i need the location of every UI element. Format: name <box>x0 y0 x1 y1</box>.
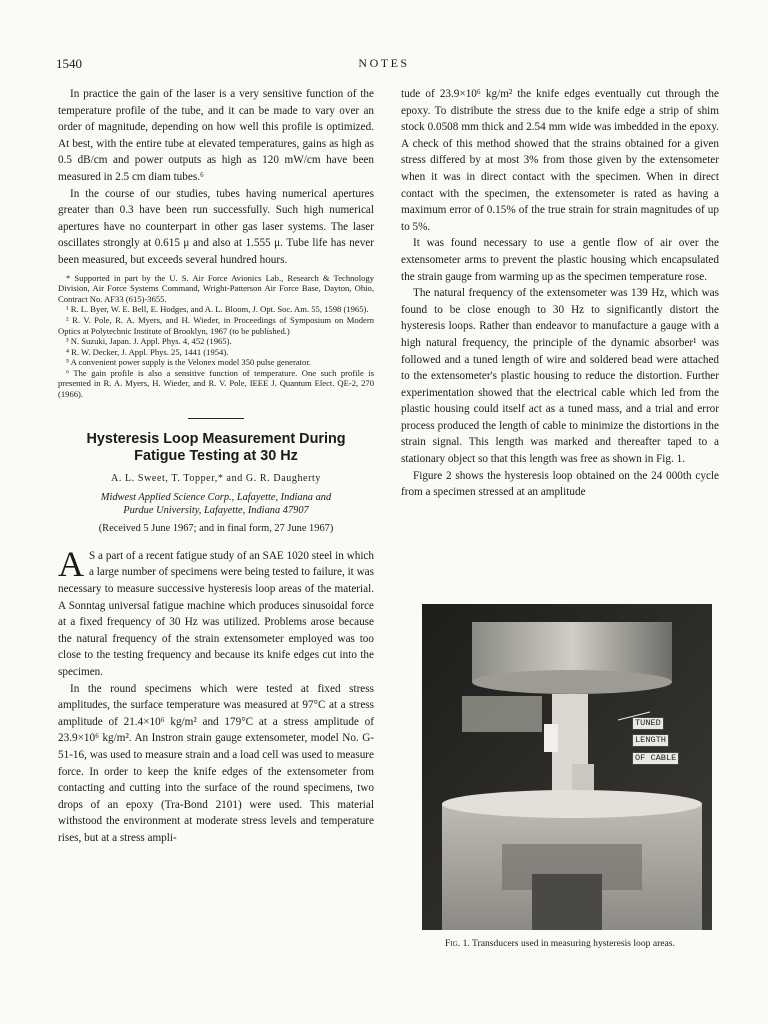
received-date: (Received 5 June 1967; and in final form, 27 June 1967) <box>98 523 334 535</box>
figure-caption <box>401 938 719 949</box>
paragraph: tude of 23.9×10⁶ kg/m² the knife edges eventually cut through the epoxy. To distribute the stress due to the knife edge a strip of shim stock 0.0508 mm thick and 2.54 mm wide was imbedded in the epoxy. A check of this method showed that the strains obtained for a given stress differed by at most 3% from those given by the extensometer when it was in direct contact with the specimen. When in direct contact with the specimen, the extensometer is rated as having a maximum error of 0.15% of the true strain for strain magnitudes of up to 5%. <box>401 88 719 233</box>
figure-photo <box>422 604 712 930</box>
page-number: 1540 <box>56 56 82 71</box>
footnote: * Supported in part by the U. S. Air Force Avionics Lab., Research & Technology Division, Air Force Systems Command, Wright-Patterson Air Force Base, Dayton, Ohio, Contract No. AF33 (615)-3655. <box>58 272 374 304</box>
footnote: ³ N. Suzuki, Japan. J. Appl. Phys. 4, 452 (1965). <box>66 336 232 347</box>
paragraph: In the round specimens which were tested at fixed stress amplitudes, the surface temperature was measured at 97°C at a stress amplitude of 21.4×10⁶ kg/m² and 179°C at a stress amplitude of 23.9×10⁶ kg/m². An Instron strain gauge extensometer, model No. G-51-16, was used to measure strain and a load cell was used to measure force. In order to keep the knife edges of the extensometer from contacting and cutting into the surface of the round specimens, two drops of an epoxy (Tra-Bond 2101) were used. This material withstood the environment at moderate stress levels and temperature rises, but at a stress ampli- <box>58 682 374 844</box>
article-authors: A. L. Sweet, T. Topper,* and G. R. Daugherty <box>111 472 321 484</box>
figure-callout: OF CABLE <box>632 752 679 765</box>
caption-label: Fig. 1. <box>445 938 470 949</box>
paragraph: It was found necessary to use a gentle flow of air over the extensometer arms to prevent the plastic housing which encapsulated the strain gauge from warming up as the specimen temperature rose. <box>401 237 719 283</box>
transducer-photo-illustration <box>422 604 712 930</box>
footnote: ⁴ R. W. Decker, J. Appl. Phys. 25, 1441 (1954). <box>66 346 229 357</box>
affiliation-line: Purdue University, Lafayette, Indiana 47907 <box>123 505 309 517</box>
section-divider <box>188 418 244 419</box>
paragraph: Figure 2 shows the hysteresis loop obtained on the 24 000th cycle from a specimen stressed at an amplitude <box>401 469 719 499</box>
caption-text: Transducers used in measuring hysteresis loop areas. <box>472 938 675 949</box>
figure-callout: LENGTH <box>632 734 669 747</box>
paragraph: In practice the gain of the laser is a very sensitive function of the temperature profile of the tube, and it can be made to vary over an order of magnitude, depending on how well this profile is optimized. At best, with the entire tube at elevated temperatures, gains as high as 0.5 dB/cm and power outputs as high as 120 mW/cm have been measured in 2.5 cm diam tubes.⁶ <box>58 88 374 183</box>
left-column <box>58 86 374 847</box>
paragraph: The natural frequency of the extensometer was 139 Hz, which was found to be close enough to 30 Hz to significantly distort the hysteresis loops. Rather than endeavor to manufacture a gauge with a high natural frequency, the principle of the dynamic absorber¹ was followed and a tuned length of wire and soldered bead were attached to the extensometer's plastic housing to reduce the distortion. Further experimentation showed that the electrical cable which led from the plastic housing could itself act as a tuned mass, and a trial and error process produced the length of cable to minimize the distortions in the strain signal. This length was marked and thereafter taped to a stationary object so that this length was free as shown in Fig. 1. <box>401 287 719 466</box>
article-first-paragraph <box>58 543 374 681</box>
first-paragraph-text: S a part of a recent fatigue study of an SAE 1020 steel in which a large number of specimens were being tested to failure, it was necessary to measure successive hysteresis loop areas of the material. A Sonntag universal fatigue machine which produces sinusoidal force at a fixed frequency of 30 Hz was utilized. Problems arose because the natural frequency of the strain extensometer employed was too close to the testing frequency and because its knife edges cut into the specimen. <box>58 549 374 678</box>
paragraph: In the course of our studies, tubes having numerical apertures greater than 0.3 have been run successfully. Such high numerical apertures have no counterpart in other gas laser systems. The laser oscillates strongly at 0.615 μ and also at 1.555 μ. Tube life has never been measured, but exceeds several hundred hours. <box>58 187 374 266</box>
article-title: Hysteresis Loop Measurement During Fatigue Testing at 30 Hz <box>86 430 346 464</box>
drop-cap: A <box>58 543 84 584</box>
footnote: ¹ R. L. Byer, W. E. Bell, E. Hodges, and A. L. Bloom, J. Opt. Soc. Am. 55, 1598 (1965). <box>66 304 369 315</box>
journal-section: NOTES <box>358 56 410 70</box>
footnote: ⁵ A convenient power supply is the Velonex model 350 pulse generator. <box>66 357 311 368</box>
footnote: ² R. V. Pole, R. A. Myers, and H. Wieder, in Proceedings of Symposium on Modern Optics at Polytechnic Institute of Brooklyn, 1967 (to be published.) <box>58 314 374 336</box>
affiliation-line: Midwest Applied Science Corp., Lafayette, Indiana and <box>100 492 332 504</box>
footnote: ⁶ The gain profile is also a sensitive function of temperature. One such profile is presented in R. A. Myers, H. Wieder, and R. V. Pole, IEEE J. Quantum Elect. QE-2, 270 (1966). <box>58 367 374 400</box>
figure-callout: TUNED <box>632 717 664 730</box>
right-column <box>401 86 719 501</box>
page-header <box>0 56 768 72</box>
footnotes <box>58 273 374 400</box>
